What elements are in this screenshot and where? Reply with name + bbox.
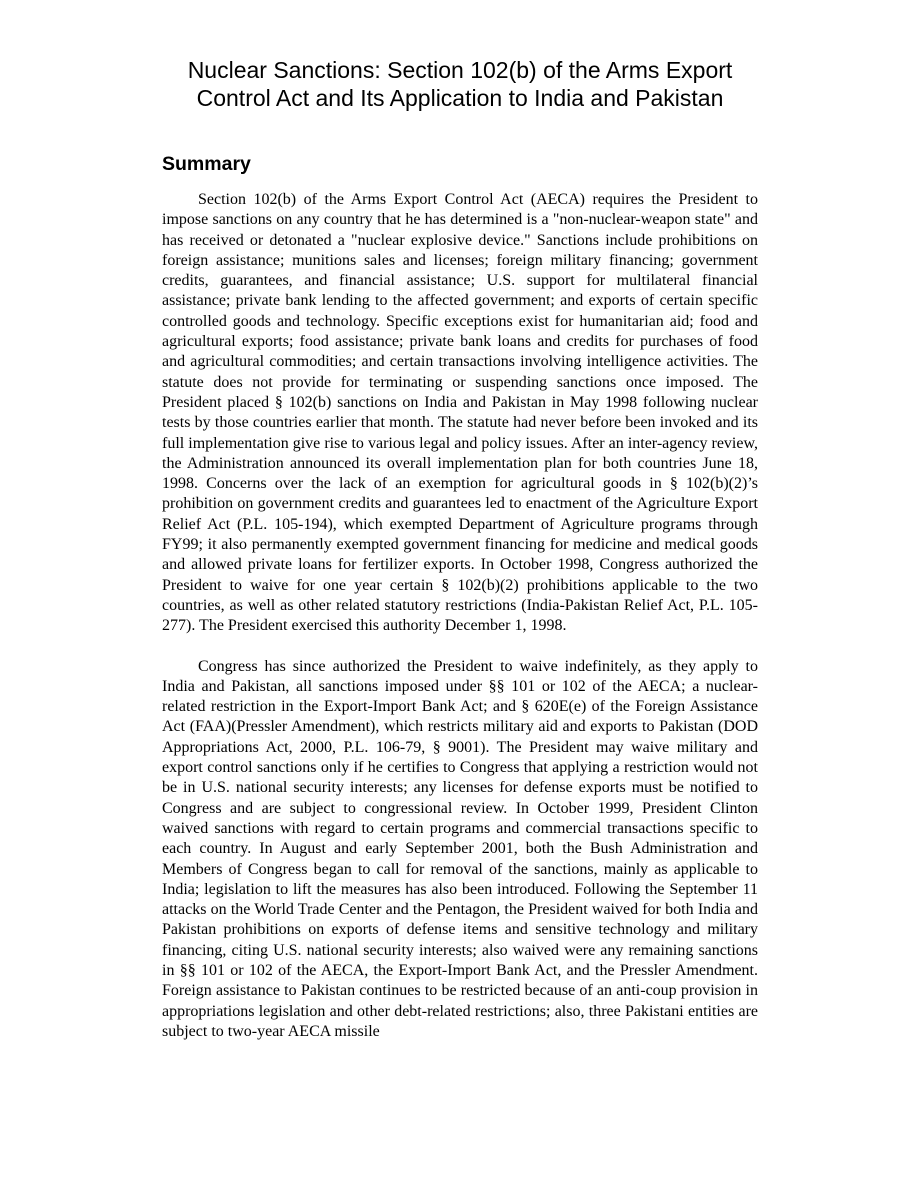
summary-paragraph-1: Section 102(b) of the Arms Export Control Act (AECA) requires the President to impose sanctions on any country that he has determined is a "non-nuclear-weapon state" and has received or detonated a "nuclear explosive device." Sanctions include prohibitions on foreign assistance; munitions sales and licenses; foreign military financing; government credits, guarantees, and financial assistance; U.S. support for multilateral financial assistance; private bank lending to the affected government; and exports of certain specific controlled goods and technology. Specific exceptions exist for humanitarian aid; food and agricultural exports; food assistance; private bank loans and credits for purchases of food and agricultural commodities; and certain transactions involving intelligence activities. The statute does not provide for terminating or suspending sanctions once imposed. The President placed § 102(b) sanctions on India and Pakistan in May 1998 following nuclear tests by those countries earlier that month. The statute had never before been invoked and its full implementation give rise to various legal and policy issues. After an inter-agency review, the Administration announced its overall implementation plan for both countries June 18, 1998. Concerns over the lack of an exemption for agricultural goods in § 102(b)(2)’s prohibition on government credits and guarantees led to enactment of the Agriculture Export Relief Act (P.L. 105-194), which exempted Department of Agriculture programs through FY99; it also permanently exempted government financing for medicine and medical goods and allowed private loans for fertilizer exports. In October 1998, Congress authorized the President to waive for one year certain § 102(b)(2) prohibitions applicable to the two countries, as well as other related statutory restrictions (India-Pakistan Relief Act, P.L. 105-277). The President exercised this authority December 1, 1998. [162,191,758,635]
title-line-1: Nuclear Sanctions: Section 102(b) of the Arms Export [187,57,733,83]
document-page [162,56,758,1042]
summary-paragraph-2: Congress has since authorized the President to waive indefinitely, as they apply to India and Pakistan, all sanctions imposed under §§ 101 or 102 of the AECA; a nuclear-related restriction in the Export-Import Bank Act; and § 620E(e) of the Foreign Assistance Act (FAA)(Pressler Amendment), which restricts military aid and exports to Pakistan (DOD Appropriations Act, 2000, P.L. 106-79, § 9001). The President may waive military and export control sanctions only if he certifies to Congress that applying a restriction would not be in U.S. national security interests; any licenses for defense exports must be notified to Congress and are subject to congressional review. In October 1999, President Clinton waived sanctions with regard to certain programs and commercial transactions specific to each country. In August and early September 2001, both the Bush Administration and Members of Congress began to call for removal of the sanctions, mainly as applicable to India; legislation to lift the measures has also been introduced. Following the September 11 attacks on the World Trade Center and the Pentagon, the President waived for both India and Pakistan prohibitions on exports of defense items and sensitive technology and military financing, citing U.S. national security interests; also waived were any remaining sanctions in §§ 101 or 102 of the AECA, the Export-Import Bank Act, and the Pressler Amendment. Foreign assistance to Pakistan continues to be restricted because of an anti-coup provision in appropriations legislation and other debt-related restrictions; also, three Pakistani entities are subject to two-year AECA missile [162,657,758,1040]
document-title [162,56,758,112]
section-heading: Summary [162,153,251,175]
title-line-2: Control Act and Its Application to India and Pakistan [196,85,724,111]
